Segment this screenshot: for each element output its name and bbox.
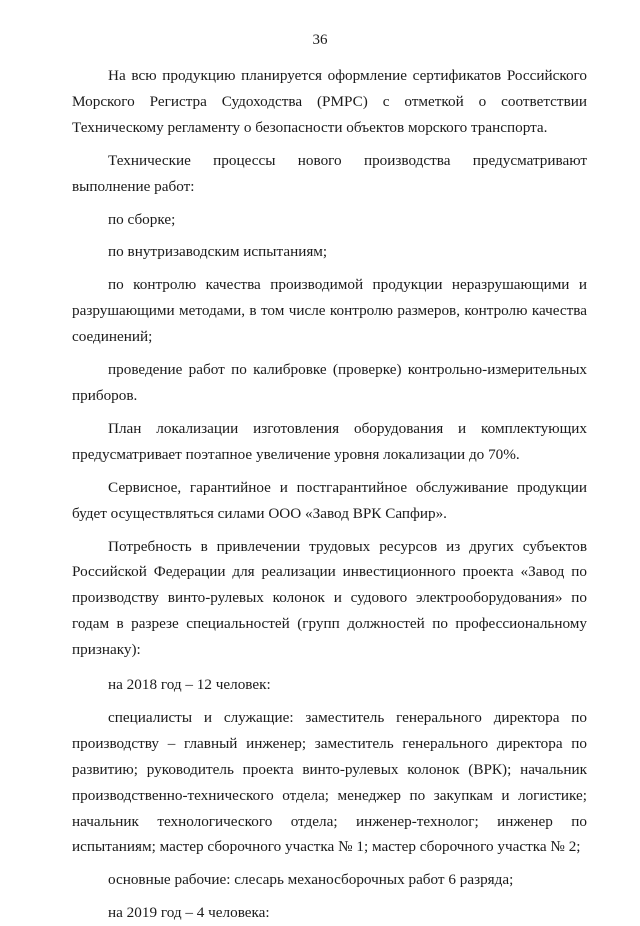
paragraph-localization-plan: План локализации изготовления оборудования и комплектующих предусматривает поэтапное увеличение уровня локализации до 70%. — [72, 419, 587, 463]
paragraph-workers-2018: основные рабочие: слесарь механосборочных работ 6 разряда; — [108, 871, 514, 889]
page-number: 36 — [312, 32, 328, 48]
list-item-quality-control: по контролю качества производимой продукции неразрушающими и разрушающими методами, в том числе контролю размеров, контролю качества соединений; — [72, 276, 587, 346]
paragraph-technical-processes: Технические процессы нового производства предусматривают выполнение работ: — [72, 151, 587, 195]
paragraph-specialists-2018: специалисты и служащие: заместитель генерального директора по производству – главный инженер; заместитель генерального директора по развитию; руководитель проекта винто-рулевых колонок (ВРК); начальник производственно-технического отдела; менеджер по закупкам и логистике; начальник технологического отдела; инженер-технолог; инженер по испытаниям; мастер сборочного участка № 1; мастер сборочного участка № 2; — [72, 708, 587, 856]
paragraph-year-2018: на 2018 год – 12 человек: — [108, 676, 271, 694]
paragraph-labor-needs: Потребность в привлечении трудовых ресурсов из других субъектов Российской Федерации для реализации инвестиционного проекта «Завод по производству винто-рулевых колонок и судового электрооборудования» по годам в разрезе специальностей (групп должностей по профессиональному признаку): — [72, 537, 587, 659]
list-item-calibration: проведение работ по калибровке (проверке) контрольно-измерительных приборов. — [72, 361, 587, 404]
list-item-in-plant-testing: по внутризаводским испытаниям; — [108, 243, 328, 261]
list-item-assembly: по сборке; — [108, 210, 176, 228]
paragraph-service: Сервисное, гарантийное и постгарантийное обслуживание продукции будет осуществляться силами ООО «Завод ВРК Сапфир». — [72, 478, 587, 522]
paragraph-certification: На всю продукцию планируется оформление сертификатов Российского Морского Регистра Судоходства (РМРС) с отметкой о соответствии Техническому регламенту о безопасности объектов морского транспорта. — [72, 67, 587, 136]
paragraph-year-2019: на 2019 год – 4 человека: — [108, 904, 270, 922]
document-body — [72, 63, 587, 926]
